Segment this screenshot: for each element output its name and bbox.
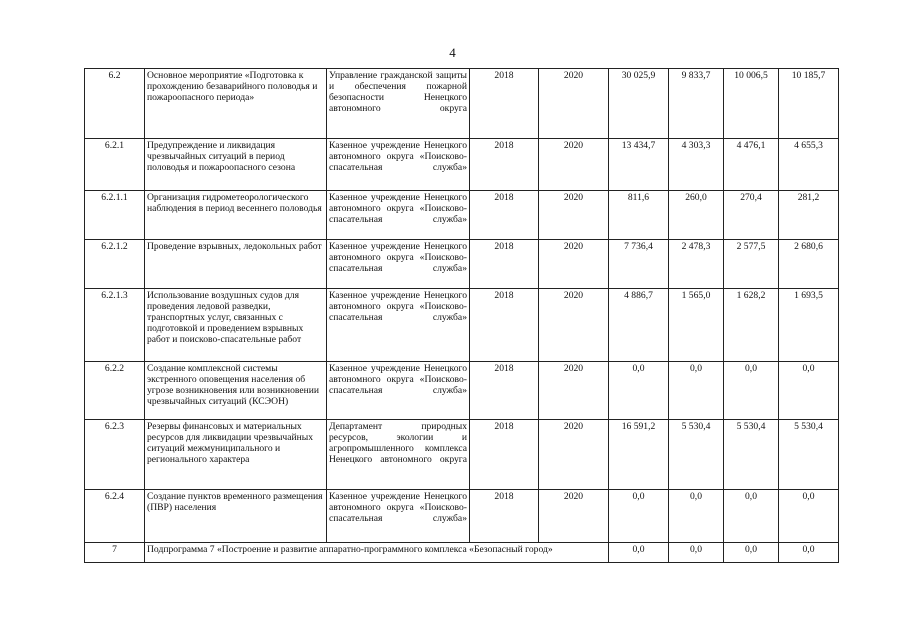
table-row xyxy=(85,139,839,191)
row-code: 6.2 xyxy=(85,69,145,139)
executor: Управление гражданской защиты и обеспечения пожарной безопасности Ненецкого автономного округа xyxy=(327,69,470,139)
amount-2019: 270,4 xyxy=(724,191,779,240)
amount-2018: 1 565,0 xyxy=(669,289,724,362)
table-row xyxy=(85,420,839,490)
table-row xyxy=(85,191,839,240)
amount-2020: 2 680,6 xyxy=(779,240,839,289)
subprogram-title: Подпрограмма 7 «Построение и развитие аппаратно-программного комплекса «Безопасный город» xyxy=(145,543,609,563)
amount-2020: 0,0 xyxy=(779,362,839,420)
executor: Казенное учреждение Ненецкого автономного округа «Поисково-спасательная служба» xyxy=(327,191,470,240)
end-year: 2020 xyxy=(539,139,609,191)
amount-2019: 0,0 xyxy=(724,543,779,563)
start-year: 2018 xyxy=(470,420,539,490)
activity-name: Создание комплексной системы экстренного оповещения населения об угрозе возникновения или возникновении чрезвычайных ситуаций (КСЭОН) xyxy=(145,362,327,420)
activity-name: Организация гидрометеорологического наблюдения в период весеннего половодья xyxy=(145,191,327,240)
activity-name: Использование воздушных судов для проведения ледовой разведки, транспортных услуг, связанных с подготовкой и проведением взрывных работ и поисково-спасательные работ xyxy=(145,289,327,362)
start-year: 2018 xyxy=(470,139,539,191)
row-code: 7 xyxy=(85,543,145,563)
end-year: 2020 xyxy=(539,191,609,240)
start-year: 2018 xyxy=(470,490,539,543)
amount-2020: 281,2 xyxy=(779,191,839,240)
amount-2018: 4 303,3 xyxy=(669,139,724,191)
start-year: 2018 xyxy=(470,69,539,139)
executor: Казенное учреждение Ненецкого автономного округа «Поисково-спасательная служба» xyxy=(327,490,470,543)
start-year: 2018 xyxy=(470,362,539,420)
amount-2019: 0,0 xyxy=(724,362,779,420)
executor: Казенное учреждение Ненецкого автономного округа «Поисково-спасательная служба» xyxy=(327,240,470,289)
total-amount: 0,0 xyxy=(609,490,669,543)
amount-2018: 0,0 xyxy=(669,362,724,420)
amount-2019: 10 006,5 xyxy=(724,69,779,139)
amount-2018: 260,0 xyxy=(669,191,724,240)
start-year: 2018 xyxy=(470,289,539,362)
amount-2019: 1 628,2 xyxy=(724,289,779,362)
activity-name: Создание пунктов временного размещения (ПВР) населения xyxy=(145,490,327,543)
end-year: 2020 xyxy=(539,362,609,420)
end-year: 2020 xyxy=(539,240,609,289)
row-code: 6.2.2 xyxy=(85,362,145,420)
amount-2018: 2 478,3 xyxy=(669,240,724,289)
amount-2018: 5 530,4 xyxy=(669,420,724,490)
amount-2019: 0,0 xyxy=(724,490,779,543)
amount-2019: 4 476,1 xyxy=(724,139,779,191)
total-amount: 811,6 xyxy=(609,191,669,240)
row-code: 6.2.1.1 xyxy=(85,191,145,240)
page-number: 4 xyxy=(449,45,456,60)
table-row xyxy=(85,289,839,362)
end-year: 2020 xyxy=(539,289,609,362)
end-year: 2020 xyxy=(539,420,609,490)
row-code: 6.2.4 xyxy=(85,490,145,543)
amount-2018: 9 833,7 xyxy=(669,69,724,139)
subprogram-row xyxy=(85,543,839,563)
amount-2019: 2 577,5 xyxy=(724,240,779,289)
executor: Казенное учреждение Ненецкого автономного округа «Поисково-спасательная служба» xyxy=(327,139,470,191)
amount-2020: 0,0 xyxy=(779,543,839,563)
row-code: 6.2.1 xyxy=(85,139,145,191)
row-code: 6.2.3 xyxy=(85,420,145,490)
total-amount: 0,0 xyxy=(609,362,669,420)
executor: Казенное учреждение Ненецкого автономного округа «Поисково-спасательная служба» xyxy=(327,289,470,362)
start-year: 2018 xyxy=(470,191,539,240)
amount-2020: 5 530,4 xyxy=(779,420,839,490)
amount-2018: 0,0 xyxy=(669,543,724,563)
activity-name: Основное мероприятие «Подготовка к прохождению безаварийного половодья и пожароопасного периода» xyxy=(145,69,327,139)
executor: Казенное учреждение Ненецкого автономного округа «Поисково-спасательная служба» xyxy=(327,362,470,420)
total-amount: 0,0 xyxy=(609,543,669,563)
activity-name: Предупреждение и ликвидация чрезвычайных ситуаций в период половодья и пожароопасного сезона xyxy=(145,139,327,191)
table-row xyxy=(85,490,839,543)
table-body xyxy=(85,69,839,543)
table-row xyxy=(85,69,839,139)
activity-name: Проведение взрывных, ледокольных работ xyxy=(145,240,327,289)
total-amount: 13 434,7 xyxy=(609,139,669,191)
row-code: 6.2.1.2 xyxy=(85,240,145,289)
start-year: 2018 xyxy=(470,240,539,289)
total-amount: 4 886,7 xyxy=(609,289,669,362)
amount-2020: 1 693,5 xyxy=(779,289,839,362)
total-amount: 30 025,9 xyxy=(609,69,669,139)
table-row xyxy=(85,362,839,420)
amount-2018: 0,0 xyxy=(669,490,724,543)
table-row xyxy=(85,240,839,289)
executor: Департамент природных ресурсов, экологии и агропромышленного комплекса Ненецкого автономного округа xyxy=(327,420,470,490)
amount-2019: 5 530,4 xyxy=(724,420,779,490)
row-code: 6.2.1.3 xyxy=(85,289,145,362)
end-year: 2020 xyxy=(539,69,609,139)
total-amount: 7 736,4 xyxy=(609,240,669,289)
amount-2020: 4 655,3 xyxy=(779,139,839,191)
program-activities-table xyxy=(84,68,839,563)
end-year: 2020 xyxy=(539,490,609,543)
amount-2020: 10 185,7 xyxy=(779,69,839,139)
total-amount: 16 591,2 xyxy=(609,420,669,490)
activity-name: Резервы финансовых и материальных ресурсов для ликвидации чрезвычайных ситуаций межмуниципального и регионального характера xyxy=(145,420,327,490)
amount-2020: 0,0 xyxy=(779,490,839,543)
